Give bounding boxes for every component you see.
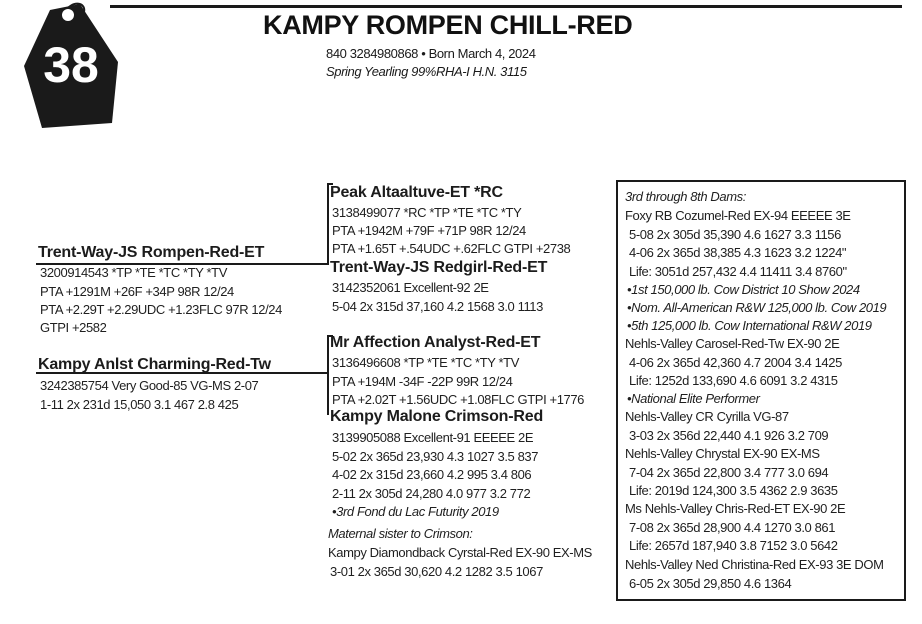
lot-number: 38 [43, 37, 99, 93]
sire-line: 3200914543 *TP *TE *TC *TY *TV [40, 265, 227, 280]
maternal-sister-record: 3-01 2x 365d 30,620 4.2 1282 3.5 1067 [330, 564, 543, 579]
dam-sire-name: Mr Affection Analyst-Red-ET [330, 334, 541, 351]
dams-box-line: Foxy RB Cozumel-Red EX-94 EEEEE 3E [625, 208, 851, 223]
subtitle-class: Spring Yearling 99%RHA-I H.N. 3115 [326, 64, 527, 79]
dams-box-line: 3-03 2x 356d 22,440 4.1 926 3.2 709 [629, 428, 829, 443]
dam-dam-note: •3rd Fond du Lac Futurity 2019 [332, 504, 499, 519]
sire-dam-line: 3142352061 Excellent-92 2E [332, 280, 489, 295]
dam-dam-line: 3139905088 Excellent-91 EEEEE 2E [332, 430, 534, 445]
dams-box-line: Nehls-Valley Ned Christina-Red EX-93 3E DOM [625, 557, 884, 572]
dams-box-heading: 3rd through 8th Dams: [625, 189, 746, 204]
dams-box-line: Nehls-Valley Carosel-Red-Tw EX-90 2E [625, 336, 840, 351]
dams-box-line: 6-05 2x 305d 29,850 4.6 1364 [629, 576, 792, 591]
dams-box-line: Ms Nehls-Valley Chris-Red-ET EX-90 2E [625, 501, 846, 516]
dams-box-line: •5th 125,000 lb. Cow International R&W 2019 [627, 318, 872, 333]
dam-sire-line: PTA +194M -34F -22P 99R 12/24 [332, 374, 513, 389]
lot-tag [18, 2, 128, 130]
dams-box-line: •Nom. All-American R&W 125,000 lb. Cow 2019 [627, 300, 887, 315]
tag-shape-icon [18, 2, 128, 130]
dams-box-line: •1st 150,000 lb. Cow District 10 Show 2024 [627, 282, 860, 297]
page-title: KAMPY ROMPEN CHILL-RED [263, 10, 633, 40]
dams-box-line: 7-04 2x 365d 22,800 3.4 777 3.0 694 [629, 465, 829, 480]
dam-sire-line: PTA +2.02T +1.56UDC +1.08FLC GTPI +1776 [332, 392, 585, 407]
maternal-sister-name: Kampy Diamondback Cyrstal-Red EX-90 EX-MS [328, 545, 592, 560]
dams-box-line: Life: 2019d 124,300 3.5 4362 2.9 3635 [629, 483, 838, 498]
dams-box-line: Life: 3051d 257,432 4.4 11411 3.4 8760" [629, 264, 847, 279]
sire-sire-line: PTA +1942M +79F +71P 98R 12/24 [332, 223, 526, 238]
dams-box-line: Life: 2657d 187,940 3.8 7152 3.0 5642 [629, 538, 838, 553]
sire-sire-name: Peak Altaaltuve-ET *RC [330, 184, 503, 201]
dams-box-line: 7-08 2x 365d 28,900 4.4 1270 3.0 861 [629, 520, 836, 535]
maternal-sister-heading: Maternal sister to Crimson: [328, 526, 473, 541]
sire-line: PTA +2.29T +2.29UDC +1.23FLC 97R 12/24 [40, 302, 282, 317]
pedigree-bracket [327, 335, 329, 415]
dam-name: Kampy Anlst Charming-Red-Tw [38, 356, 271, 373]
dam-dam-line: 5-02 2x 365d 23,930 4.3 1027 3.5 837 [332, 449, 539, 464]
sire-sire-line: PTA +1.65T +.54UDC +.62FLC GTPI +2738 [332, 241, 571, 256]
dams-box-line: 4-06 2x 365d 38,385 4.3 1623 3.2 1224" [629, 245, 847, 260]
dams-box-line: Nehls-Valley Chrystal EX-90 EX-MS [625, 446, 820, 461]
sire-line: PTA +1291M +26F +34P 98R 12/24 [40, 284, 234, 299]
header-rule [110, 5, 902, 8]
dam-line: 1-11 2x 231d 15,050 3.1 467 2.8 425 [40, 397, 239, 412]
dams-box-line: 5-08 2x 305d 35,390 4.6 1627 3.3 1156 [629, 227, 841, 242]
dams-box-line: Life: 1252d 133,690 4.6 6091 3.2 4315 [629, 373, 838, 388]
sire-sire-line: 3138499077 *RC *TP *TE *TC *TY [332, 205, 522, 220]
dam-line: 3242385754 Very Good-85 VG-MS 2-07 [40, 378, 259, 393]
dams-box-line: Nehls-Valley CR Cyrilla VG-87 [625, 409, 789, 424]
sire-dam-line: 5-04 2x 315d 37,160 4.2 1568 3.0 1113 [332, 299, 543, 314]
dams-box-line: •National Elite Performer [627, 391, 760, 406]
sire-name: Trent-Way-JS Rompen-Red-ET [38, 244, 265, 261]
dam-dam-name: Kampy Malone Crimson-Red [330, 408, 544, 425]
dam-sire-line: 3136496608 *TP *TE *TC *TY *TV [332, 355, 519, 370]
dam-dam-line: 4-02 2x 315d 23,660 4.2 995 3.4 806 [332, 467, 532, 482]
sire-dam-name: Trent-Way-JS Redgirl-Red-ET [330, 259, 548, 276]
sire-line: GTPI +2582 [40, 320, 107, 335]
pedigree-bracket [327, 183, 329, 265]
subtitle-id-birth: 840 3284980868 • Born March 4, 2024 [326, 46, 536, 61]
dams-box-line: 4-06 2x 365d 42,360 4.7 2004 3.4 1425 [629, 355, 842, 370]
dam-dam-line: 2-11 2x 305d 24,280 4.0 977 3.2 772 [332, 486, 531, 501]
